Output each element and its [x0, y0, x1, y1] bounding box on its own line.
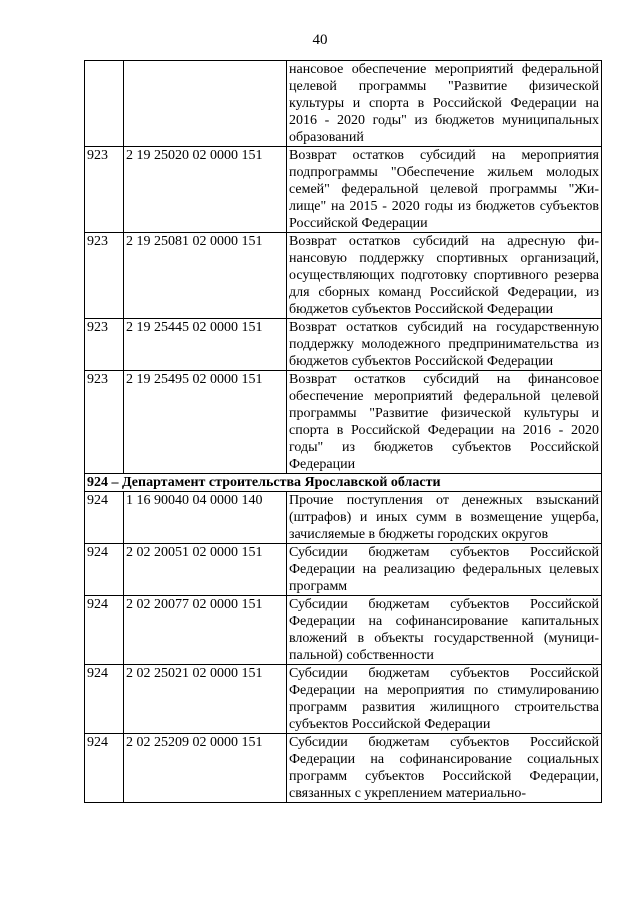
revenue-name-cell: нансовое обеспечение мероприятий федеральной целевой программы "Развитие физической культуры и спорта в Российской Федерации на 2016 - 2020 годы" из бюджетов муниципальных образований — [287, 61, 602, 147]
table-row — [85, 734, 602, 803]
admin-code-cell: 923 — [85, 233, 124, 319]
admin-code-cell: 924 — [85, 544, 124, 596]
budget-code-cell — [124, 61, 287, 147]
table-row — [85, 147, 602, 233]
revenue-name-cell: Возврат остатков субсидий на мероприятия подпрограммы "Обеспечение жильем молодых семей" федеральной целевой программы "Жилище" на 2015 - 2020 годы из бюджетов субъектов Российской Федерации — [287, 147, 602, 233]
admin-code-cell — [85, 61, 124, 147]
table-row — [85, 544, 602, 596]
admin-code-cell: 924 — [85, 492, 124, 544]
admin-code-cell: 924 — [85, 734, 124, 803]
table-row — [85, 319, 602, 371]
table-row — [85, 61, 602, 147]
revenue-name-cell: Субсидии бюджетам субъектов Российской Федерации на софинансирование социальных программ субъектов Российской Федерации, связанных с укреплением материально- — [287, 734, 602, 803]
revenue-name-cell: Возврат остатков субсидий на адресную финансовую поддержку спортивных организаций, осуществляющих подготовку спортивного резерва для сборных команд Российской Федерации, из бюджетов субъектов Российской Федерации — [287, 233, 602, 319]
page-number: 40 — [312, 32, 328, 48]
table-row — [85, 371, 602, 474]
budget-code-cell: 2 19 25445 02 0000 151 — [124, 319, 287, 371]
revenue-name-cell: Возврат остатков субсидий на государственную поддержку молодежного предпринимательства из бюджетов субъектов Российской Федерации — [287, 319, 602, 371]
budget-code-cell: 2 19 25020 02 0000 151 — [124, 147, 287, 233]
budget-code-cell: 2 02 25209 02 0000 151 — [124, 734, 287, 803]
admin-code-cell: 923 — [85, 371, 124, 474]
budget-code-cell: 2 19 25081 02 0000 151 — [124, 233, 287, 319]
admin-code-cell: 923 — [85, 319, 124, 371]
section-header: 924 – Департамент строительства Ярославской области — [85, 474, 602, 492]
budget-code-cell: 2 19 25495 02 0000 151 — [124, 371, 287, 474]
revenue-codes-table — [84, 60, 602, 803]
budget-code-cell: 2 02 20077 02 0000 151 — [124, 596, 287, 665]
admin-code-cell: 923 — [85, 147, 124, 233]
table-row — [85, 665, 602, 734]
budget-code-cell: 1 16 90040 04 0000 140 — [124, 492, 287, 544]
table-row — [85, 233, 602, 319]
budget-code-cell: 2 02 20051 02 0000 151 — [124, 544, 287, 596]
revenue-name-cell: Субсидии бюджетам субъектов Российской Федерации на софинансирование капитальных вложений в объекты государственной (муниципальной) собственности — [287, 596, 602, 665]
admin-code-cell: 924 — [85, 665, 124, 734]
admin-code-cell: 924 — [85, 596, 124, 665]
revenue-name-cell: Возврат остатков субсидий на финансовое обеспечение мероприятий федеральной целевой программы "Развитие физической культуры и спорта в Российской Федерации на 2016 - 2020 годы" из бюджетов субъектов Российской Федерации — [287, 371, 602, 474]
table-row — [85, 492, 602, 544]
revenue-name-cell: Прочие поступления от денежных взысканий (штрафов) и иных сумм в возмещение ущерба, зачисляемые в бюджеты городских округов — [287, 492, 602, 544]
table-row — [85, 596, 602, 665]
revenue-name-cell: Субсидии бюджетам субъектов Российской Федерации на мероприятия по стимулированию программ развития жилищного строительства субъектов Российской Федерации — [287, 665, 602, 734]
section-header-row — [85, 474, 602, 492]
revenue-name-cell: Субсидии бюджетам субъектов Российской Федерации на реализацию федеральных целевых программ — [287, 544, 602, 596]
budget-code-cell: 2 02 25021 02 0000 151 — [124, 665, 287, 734]
